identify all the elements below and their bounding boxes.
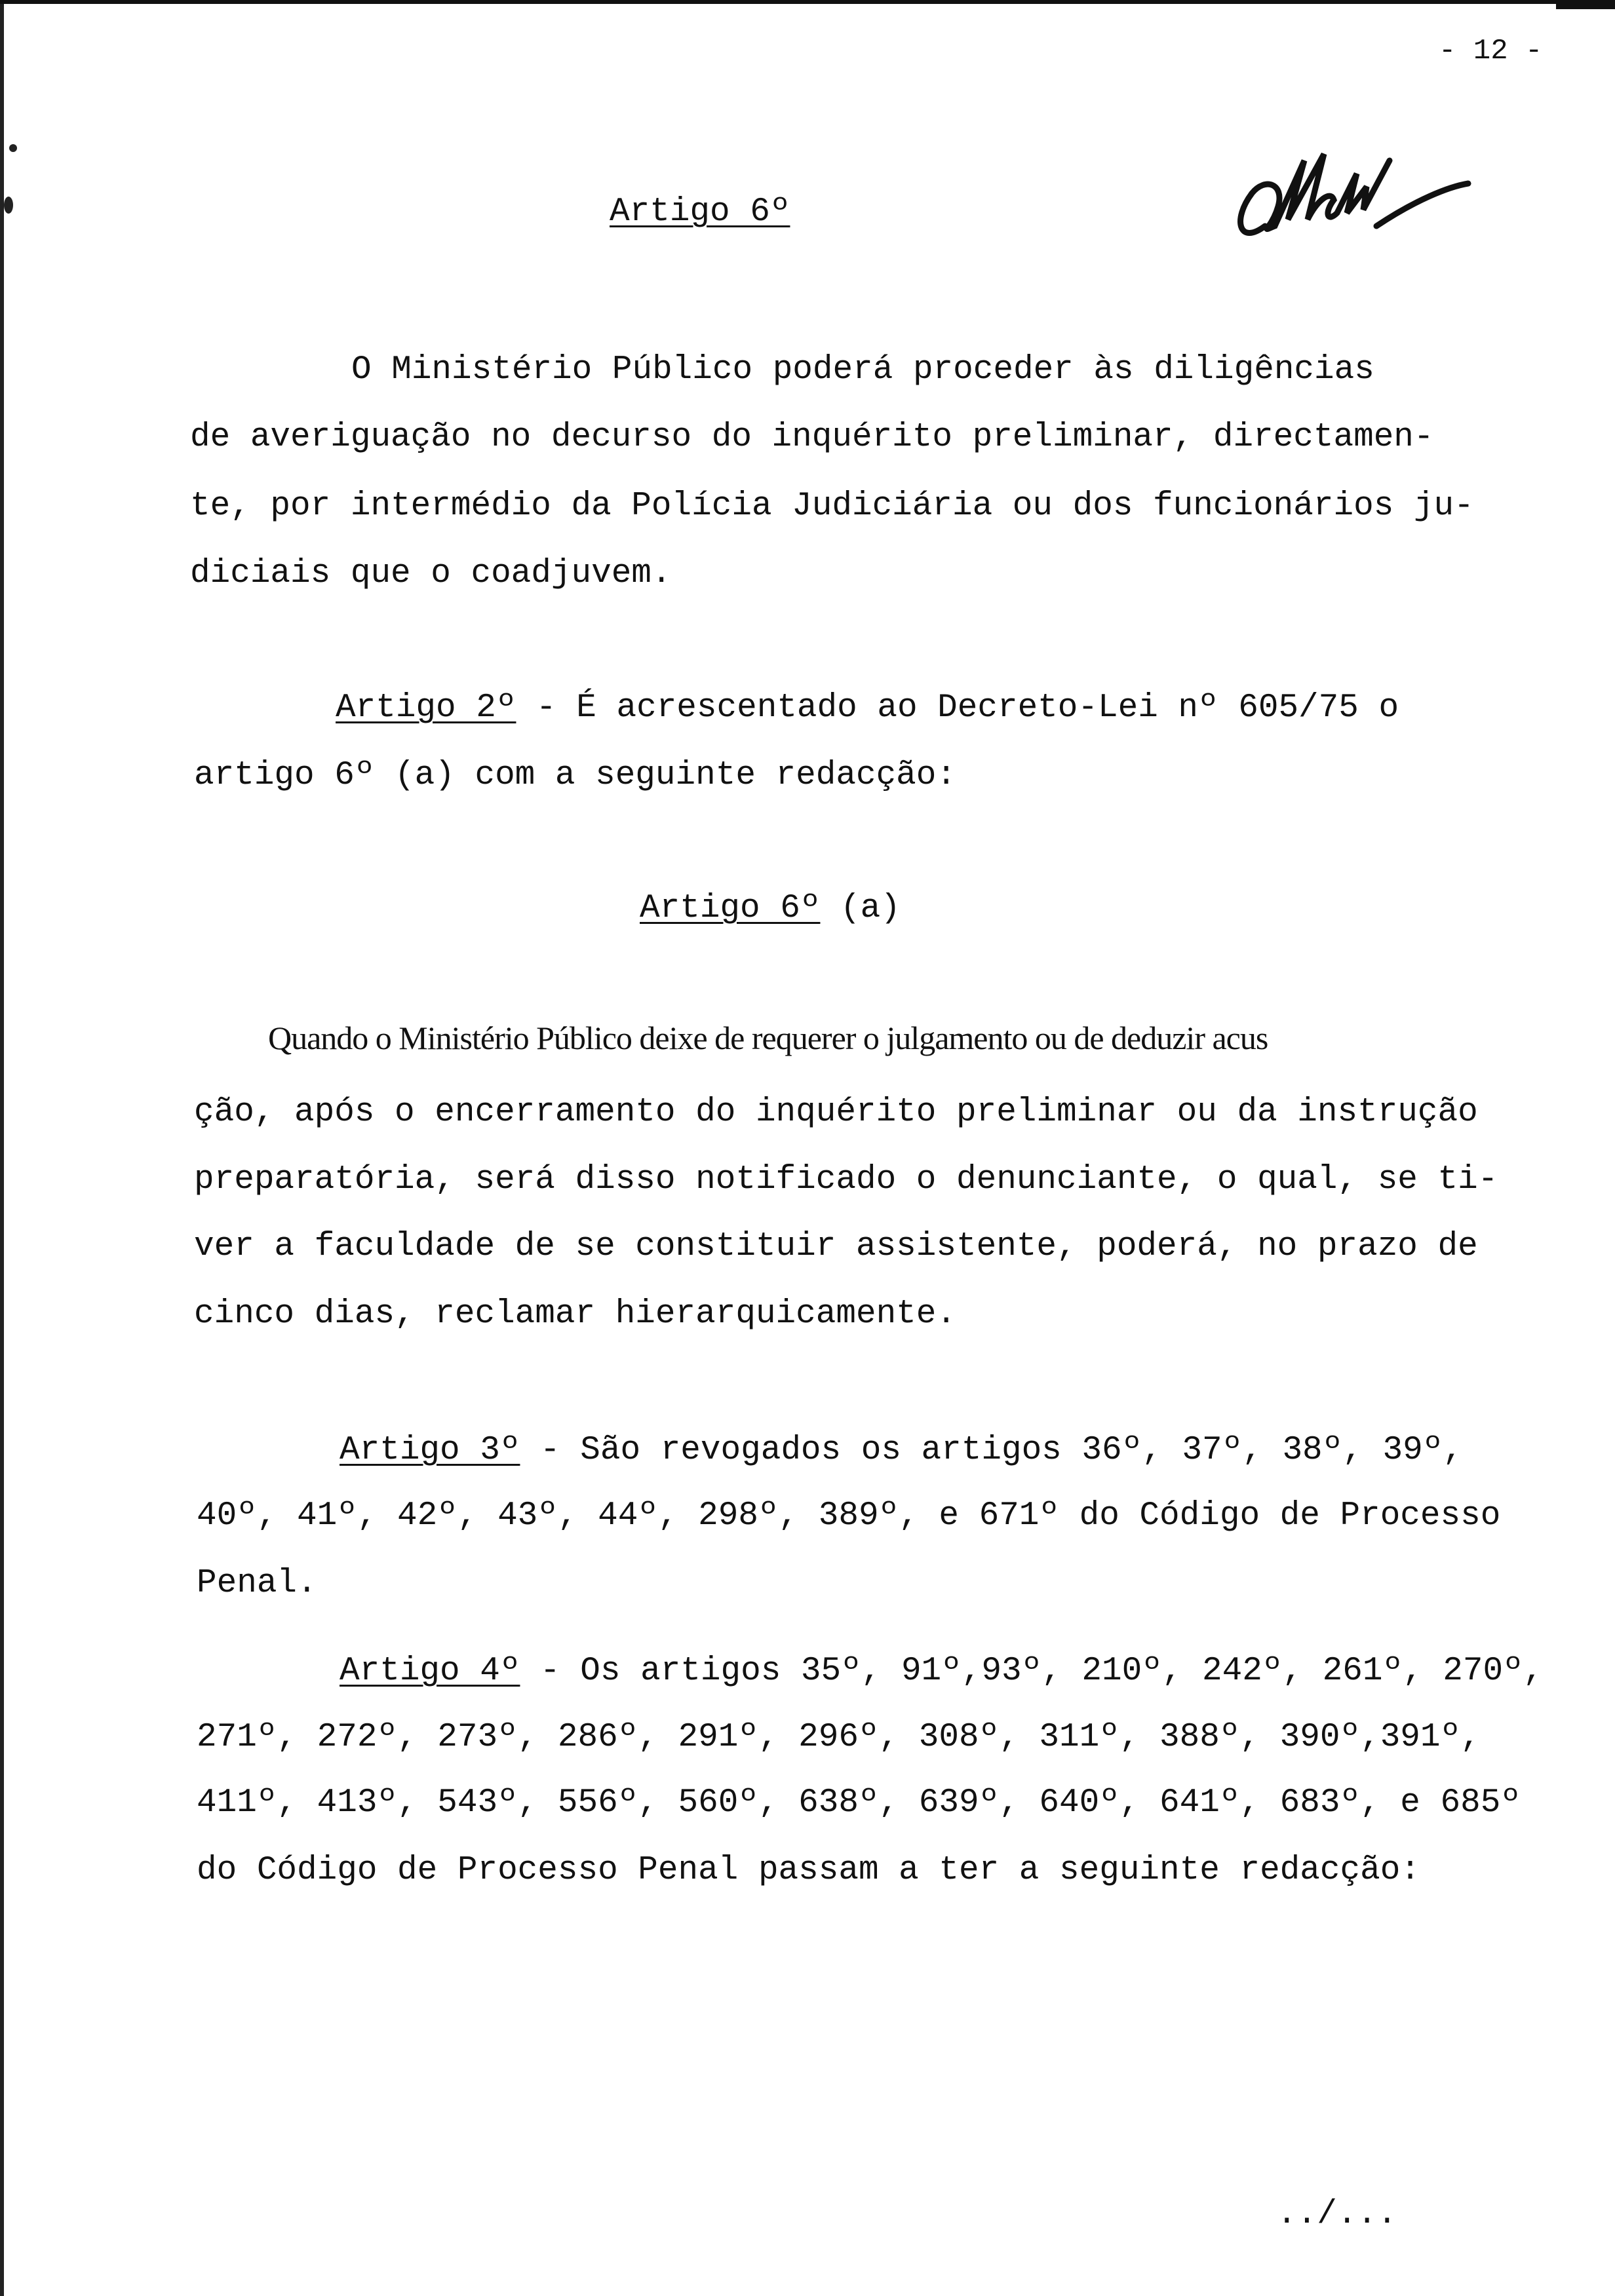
article-3-label: Artigo 3º (340, 1432, 520, 1469)
article-2-label: Artigo 2º (336, 689, 516, 727)
handwritten-signature (1226, 121, 1521, 252)
article-6a-line: ção, após o encerramento do inquérito preliminar ou da instrução (194, 1094, 1478, 1131)
scan-speck (9, 144, 17, 152)
article-6a-line: ver a faculdade de se constituir assistente, poderá, no prazo de (194, 1228, 1478, 1265)
scan-edge-top-right (1556, 0, 1615, 9)
scan-edge-left (0, 0, 4, 2296)
article-6-heading: Artigo 6º (610, 193, 790, 231)
article-6a-label: Artigo 6º (640, 890, 821, 927)
article-2-text: - É acrescentado ao Decreto-Lei nº 605/75 o (516, 689, 1399, 727)
article-2-line: artigo 6º (a) com a seguinte redacção: (194, 757, 956, 794)
article-2-first-line (336, 689, 1399, 728)
article-6a-suffix: (a) (820, 890, 901, 927)
continuation-marker: ../... (1277, 2196, 1397, 2233)
article-4-line: do Código de Processo Penal passam a ter a seguinte redacção: (197, 1852, 1420, 1889)
article-4-line: 411º, 413º, 543º, 556º, 560º, 638º, 639º, 640º, 641º, 683º, e 685º (197, 1784, 1521, 1822)
page-number: - 12 - (1439, 35, 1543, 67)
article-6-line: diciais que o coadjuvem. (190, 555, 672, 592)
article-3-line: Penal. (197, 1565, 317, 1602)
article-6a-line: preparatória, será disso notificado o denunciante, o qual, se ti- (194, 1161, 1498, 1198)
article-6a-line: cinco dias, reclamar hierarquicamente. (194, 1295, 956, 1333)
article-6a-line: Quando o Ministério Público deixe de requerer o julgamento ou de deduzir acus (268, 1020, 1268, 1056)
article-3-first-line (340, 1431, 1463, 1470)
article-3-text: - São revogados os artigos 36º, 37º, 38º, 39º, (520, 1432, 1463, 1469)
scan-speck (4, 197, 13, 214)
article-4-text: - Os artigos 35º, 91º,93º, 210º, 242º, 261º, 270º, (520, 1653, 1544, 1690)
article-4-first-line (340, 1652, 1543, 1691)
article-3-line: 40º, 41º, 42º, 43º, 44º, 298º, 389º, e 671º do Código de Processo (197, 1497, 1501, 1535)
article-6a-heading (640, 889, 901, 928)
article-4-label: Artigo 4º (340, 1653, 520, 1690)
article-4-line: 271º, 272º, 273º, 286º, 291º, 296º, 308º, 311º, 388º, 390º,391º, (197, 1719, 1481, 1756)
article-6-line: te, por intermédio da Polícia Judiciária ou dos funcionários ju- (190, 488, 1474, 525)
article-6-line: O Ministério Público poderá proceder às diligências (351, 351, 1374, 389)
article-6-line: de averiguação no decurso do inquérito preliminar, directamen- (190, 419, 1434, 456)
scan-edge-top (0, 0, 1615, 4)
